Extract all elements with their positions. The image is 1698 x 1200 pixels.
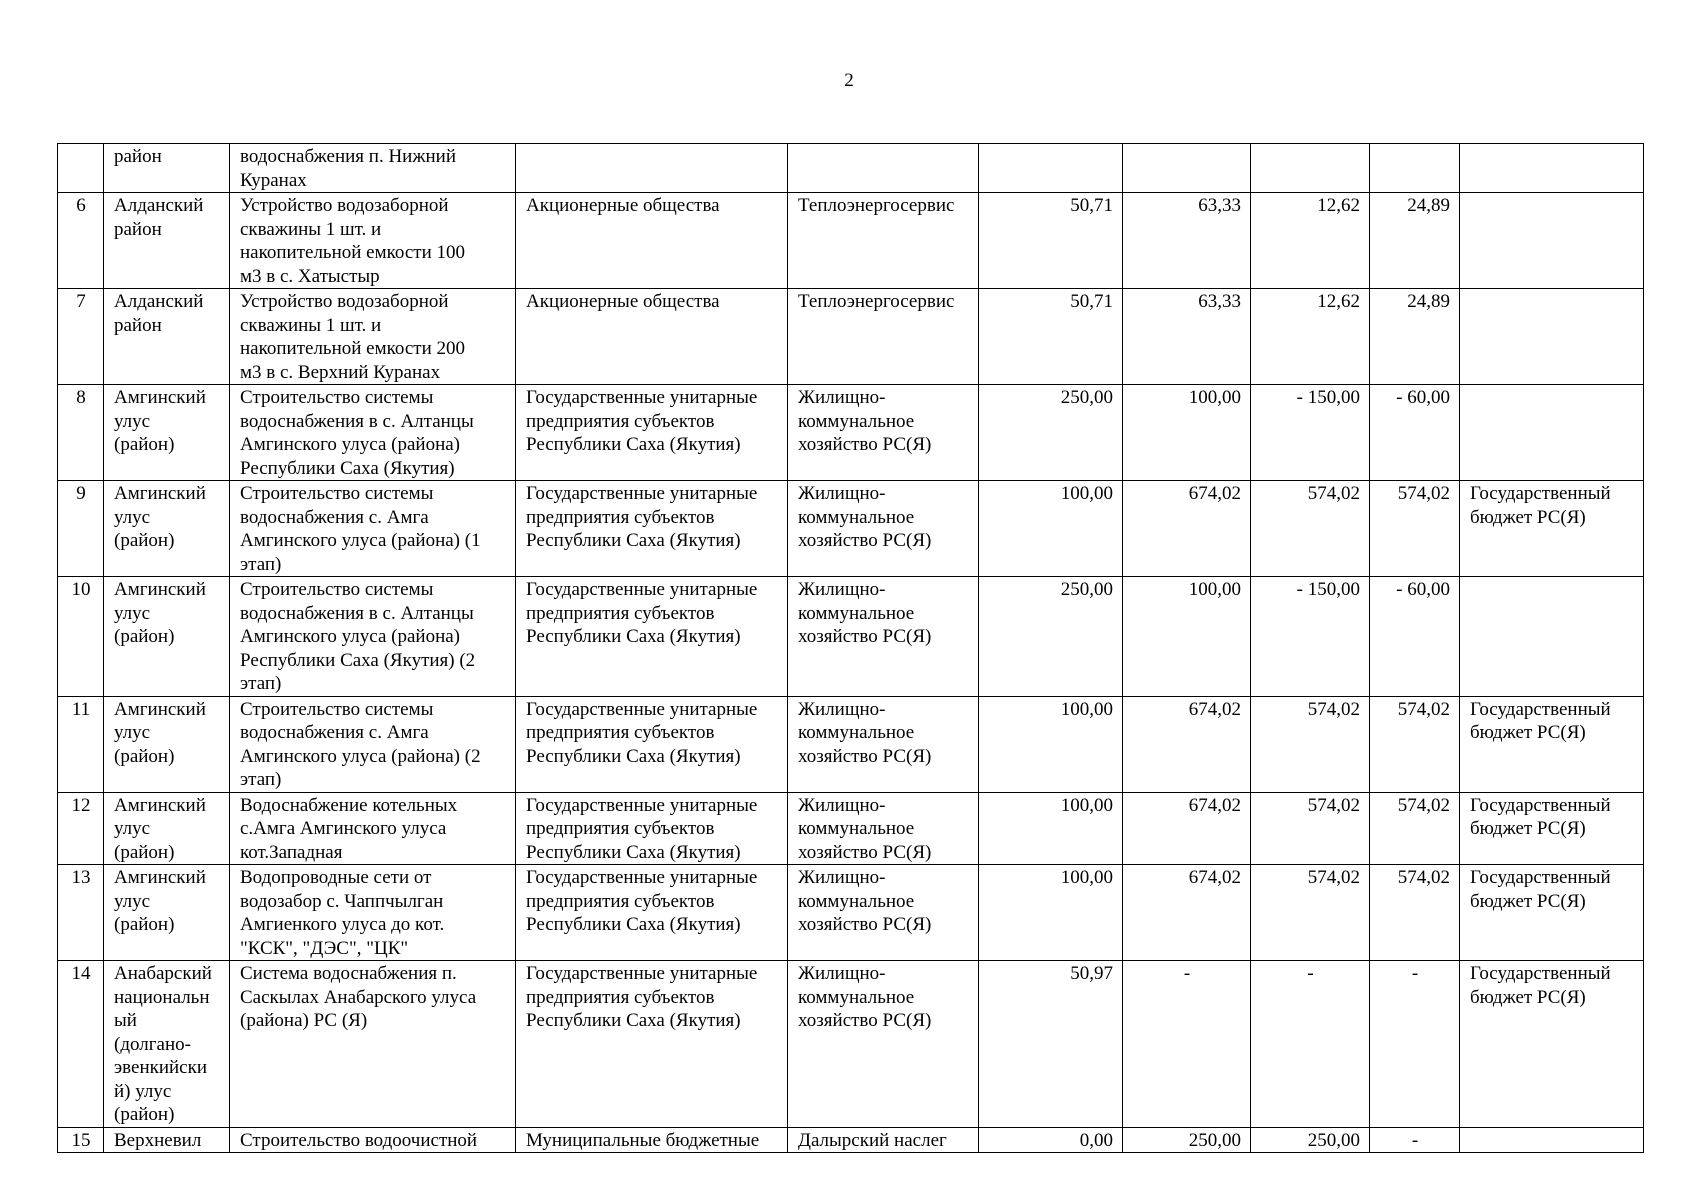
cell-value-2-text: 63,33: [1198, 291, 1241, 312]
cell-value-3: [1251, 481, 1370, 577]
cell-number-text: 15: [71, 1129, 91, 1151]
cell-district-text: Алданский район: [114, 291, 204, 336]
cell-value-1-text: 50,71: [1070, 195, 1113, 216]
cell-organization: [788, 193, 979, 289]
cell-organization-text: Жилищно- коммунальное хозяйство РС(Я): [798, 963, 932, 1031]
cell-project-text: Строительство системы водоснабжения в с. Алтанцы Амгинского улуса (района) Республики Саха (Якутия): [240, 387, 474, 479]
cell-organization: [788, 1127, 979, 1153]
cell-value-3-text: 12,62: [1317, 291, 1360, 312]
cell-project-text: Устройство водозаборной скважины 1 шт. и накопительной емкости 100 м3 в с. Хатыстыр: [240, 195, 466, 287]
cell-project-text: Водопроводные сети от водозабор с. Чаппчылган Амгиенкого улуса до кот. "КСК", "ДЭС", "ЦК": [240, 867, 445, 959]
cell-value-2: [1123, 1127, 1251, 1153]
cell-value-4-text: - 60,00: [1396, 387, 1450, 408]
cell-organization-text: Теплоэнергосервис: [798, 195, 955, 216]
cell-district: [104, 144, 230, 193]
cell-value-2: [1123, 481, 1251, 577]
cell-org-type-text: Государственные унитарные предприятия субъектов Республики Саха (Якутия): [526, 483, 758, 551]
cell-project: [230, 577, 516, 697]
cell-value-2-text: 250,00: [1188, 1129, 1241, 1151]
cell-value-1-text: 100,00: [1060, 794, 1113, 816]
cell-number-text: 11: [71, 698, 91, 720]
cell-number: [58, 792, 104, 865]
cell-value-3: [1251, 289, 1370, 385]
cell-organization-text: Жилищно- коммунальное хозяйство РС(Я): [798, 867, 932, 935]
cell-value-1-text: 50,97: [1070, 963, 1113, 984]
cell-number-text: 6: [76, 195, 86, 216]
cell-project: [230, 385, 516, 481]
cell-district-text: Амгинский улус (район): [114, 387, 206, 455]
table-row: [58, 961, 1644, 1128]
cell-value-4-text: 24,89: [1407, 195, 1450, 216]
cell-funding-source: [1460, 1127, 1644, 1153]
cell-number: [58, 289, 104, 385]
cell-value-4: [1370, 385, 1460, 481]
cell-district-text: Анабарский национальн ый (долгано- эвенкийски й) улус (район): [114, 963, 212, 1125]
table-row: [58, 696, 1644, 792]
cell-number-text: 13: [71, 867, 91, 888]
cell-org-type-text: Муниципальные бюджетные: [526, 1129, 760, 1151]
cell-district-text: Амгинский улус (район): [114, 698, 206, 767]
cell-value-1: [979, 289, 1123, 385]
cell-value-1: [979, 696, 1123, 792]
cell-value-3-text: 574,02: [1307, 794, 1360, 816]
cell-project-text: Система водоснабжения п. Саскылах Анабарского улуса (района) РС (Я): [240, 963, 477, 1031]
cell-district: [104, 193, 230, 289]
cell-value-4-text: 574,02: [1397, 794, 1450, 816]
cell-value-3: [1251, 193, 1370, 289]
cell-value-4: [1370, 961, 1460, 1128]
cell-funding-source: [1460, 696, 1644, 792]
cell-funding-source: [1460, 865, 1644, 961]
cell-project-text: Устройство водозаборной скважины 1 шт. и накопительной емкости 200 м3 в с. Верхний Куранах: [240, 291, 466, 383]
cell-value-4-text: -: [1411, 963, 1419, 984]
cell-value-4: [1370, 481, 1460, 577]
cell-funding-source: [1460, 144, 1644, 193]
table-row: [58, 865, 1644, 961]
cell-funding-source-text: Государственный бюджет РС(Я): [1470, 963, 1611, 1008]
cell-value-1-text: 100,00: [1060, 698, 1113, 720]
cell-value-1-text: 50,71: [1070, 291, 1113, 312]
cell-value-3: [1251, 385, 1370, 481]
cell-value-3: [1251, 792, 1370, 865]
cell-number-text: 7: [76, 291, 86, 312]
cell-value-3-text: 574,02: [1307, 867, 1360, 888]
cell-value-4: [1370, 577, 1460, 697]
cell-value-2-text: 100,00: [1188, 387, 1241, 408]
cell-funding-source-text: Государственный бюджет РС(Я): [1470, 483, 1611, 528]
cell-number: [58, 577, 104, 697]
cell-project: [230, 1127, 516, 1153]
cell-org-type: [516, 144, 788, 193]
cell-district: [104, 865, 230, 961]
cell-value-1-text: 0,00: [1079, 1129, 1113, 1151]
cell-number: [58, 961, 104, 1128]
cell-value-1: [979, 144, 1123, 193]
cell-organization: [788, 385, 979, 481]
cell-district: [104, 481, 230, 577]
cell-org-type: [516, 577, 788, 697]
cell-funding-source: [1460, 961, 1644, 1128]
cell-org-type-text: Государственные унитарные предприятия субъектов Республики Саха (Якутия): [526, 963, 758, 1031]
cell-funding-source: [1460, 385, 1644, 481]
cell-value-3: [1251, 1127, 1370, 1153]
cell-project-text: водоснабжения п. Нижний Куранах: [240, 146, 456, 191]
cell-value-2: [1123, 961, 1251, 1128]
table-row: [58, 289, 1644, 385]
cell-value-4: [1370, 144, 1460, 193]
cell-value-1-text: 250,00: [1060, 579, 1113, 600]
cell-value-4-text: - 60,00: [1396, 579, 1450, 600]
cell-funding-source-text: Государственный бюджет РС(Я): [1470, 794, 1611, 839]
cell-value-1-text: 100,00: [1060, 483, 1113, 504]
cell-number-text: 14: [71, 963, 91, 984]
cell-org-type: [516, 385, 788, 481]
cell-value-4: [1370, 865, 1460, 961]
cell-project: [230, 865, 516, 961]
cell-value-2: [1123, 865, 1251, 961]
cell-number: [58, 144, 104, 193]
cell-organization: [788, 577, 979, 697]
cell-project: [230, 696, 516, 792]
cell-org-type-text: Государственные унитарные предприятия субъектов Республики Саха (Якутия): [526, 794, 758, 863]
cell-value-4: [1370, 289, 1460, 385]
cell-district-text: Амгинский улус (район): [114, 867, 206, 935]
cell-value-3: [1251, 865, 1370, 961]
cell-organization: [788, 865, 979, 961]
cell-value-3-text: 12,62: [1317, 195, 1360, 216]
table-body: [58, 144, 1644, 1153]
cell-project-text: Строительство системы водоснабжения в с. Алтанцы Амгинского улуса (района) Республики Саха (Якутия) (2 этап): [240, 579, 476, 694]
cell-project-text: Строительство системы водоснабжения с. Амга Амгинского улуса (района) (1 этап): [240, 483, 481, 575]
cell-organization-text: Жилищно- коммунальное хозяйство РС(Я): [798, 698, 932, 767]
cell-value-1-text: 250,00: [1060, 387, 1113, 408]
table-row: [58, 144, 1644, 193]
cell-value-3-text: - 150,00: [1296, 579, 1360, 600]
cell-org-type: [516, 289, 788, 385]
cell-value-4: [1370, 696, 1460, 792]
cell-org-type-text: Государственные унитарные предприятия субъектов Республики Саха (Якутия): [526, 867, 758, 935]
cell-number: [58, 385, 104, 481]
cell-district-text: Амгинский улус (район): [114, 483, 206, 551]
cell-value-2: [1123, 792, 1251, 865]
cell-value-2-text: 674,02: [1188, 794, 1241, 816]
table-row: [58, 792, 1644, 865]
cell-value-1-text: 100,00: [1060, 867, 1113, 888]
cell-value-2: [1123, 696, 1251, 792]
cell-value-3: [1251, 577, 1370, 697]
cell-organization: [788, 144, 979, 193]
cell-value-2-text: -: [1183, 963, 1191, 984]
cell-funding-source: [1460, 289, 1644, 385]
cell-project-text: Строительство водоочистной: [240, 1129, 478, 1151]
cell-value-2-text: 63,33: [1198, 195, 1241, 216]
cell-value-2: [1123, 144, 1251, 193]
cell-funding-source-text: Государственный бюджет РС(Я): [1470, 698, 1611, 743]
cell-value-3: [1251, 696, 1370, 792]
cell-funding-source: [1460, 792, 1644, 865]
cell-district-text: район: [114, 146, 162, 167]
cell-value-3-text: 574,02: [1307, 483, 1360, 504]
cell-value-2-text: 674,02: [1188, 867, 1241, 888]
cell-number: [58, 696, 104, 792]
cell-org-type: [516, 696, 788, 792]
cell-district: [104, 289, 230, 385]
cell-value-2: [1123, 577, 1251, 697]
cell-district: [104, 696, 230, 792]
cell-funding-source: [1460, 577, 1644, 697]
cell-project: [230, 144, 516, 193]
cell-organization-text: Жилищно- коммунальное хозяйство РС(Я): [798, 579, 932, 647]
cell-project: [230, 961, 516, 1128]
cell-value-2: [1123, 289, 1251, 385]
cell-value-1: [979, 792, 1123, 865]
cell-organization-text: Жилищно- коммунальное хозяйство РС(Я): [798, 387, 932, 455]
cell-number-text: 12: [71, 794, 91, 816]
cell-district: [104, 577, 230, 697]
data-table: [57, 143, 1644, 1153]
table-row: [58, 193, 1644, 289]
cell-project-text: Водоснабжение котельных с.Амга Амгинского улуса кот.Западная: [240, 794, 458, 863]
table-row: [58, 385, 1644, 481]
cell-organization: [788, 289, 979, 385]
cell-number-text: 9: [76, 483, 86, 504]
cell-value-4-text: 574,02: [1397, 698, 1450, 720]
cell-project: [230, 481, 516, 577]
cell-value-4-text: 574,02: [1397, 483, 1450, 504]
cell-organization-text: Далырский наслег: [798, 1129, 947, 1151]
cell-org-type-text: Акционерные общества: [526, 195, 720, 216]
cell-district: [104, 385, 230, 481]
cell-value-3: [1251, 961, 1370, 1128]
cell-organization-text: Жилищно- коммунальное хозяйство РС(Я): [798, 794, 932, 863]
cell-value-3-text: 250,00: [1307, 1129, 1360, 1151]
cell-org-type-text: Акционерные общества: [526, 291, 720, 312]
cell-project: [230, 792, 516, 865]
cell-district-text: Амгинский улус (район): [114, 794, 206, 863]
cell-district: [104, 792, 230, 865]
cell-number: [58, 481, 104, 577]
table-row: [58, 481, 1644, 577]
cell-project: [230, 289, 516, 385]
cell-number: [58, 1127, 104, 1153]
cell-organization: [788, 481, 979, 577]
cell-value-4: [1370, 1127, 1460, 1153]
cell-value-1: [979, 193, 1123, 289]
cell-org-type: [516, 865, 788, 961]
cell-number: [58, 865, 104, 961]
cell-organization: [788, 792, 979, 865]
cell-value-2-text: 674,02: [1188, 483, 1241, 504]
cell-project-text: Строительство системы водоснабжения с. Амга Амгинского улуса (района) (2 этап): [240, 698, 481, 790]
table-row: [58, 1127, 1644, 1153]
cell-org-type-text: Государственные унитарные предприятия субъектов Республики Саха (Якутия): [526, 579, 758, 647]
cell-value-4: [1370, 193, 1460, 289]
cell-number-text: 8: [76, 387, 86, 408]
cell-funding-source: [1460, 481, 1644, 577]
cell-district-text: Верхневил: [114, 1129, 202, 1151]
cell-funding-source: [1460, 193, 1644, 289]
cell-org-type-text: Государственные унитарные предприятия субъектов Республики Саха (Якутия): [526, 698, 758, 767]
cell-value-2: [1123, 385, 1251, 481]
cell-value-3-text: 574,02: [1307, 698, 1360, 720]
cell-organization-text: Теплоэнергосервис: [798, 291, 955, 312]
cell-value-1: [979, 481, 1123, 577]
cell-value-2-text: 100,00: [1188, 579, 1241, 600]
cell-org-type-text: Государственные унитарные предприятия субъектов Республики Саха (Якутия): [526, 387, 758, 455]
cell-value-1: [979, 577, 1123, 697]
cell-value-3-text: -: [1307, 963, 1314, 984]
cell-organization: [788, 696, 979, 792]
cell-org-type: [516, 481, 788, 577]
cell-org-type: [516, 1127, 788, 1153]
cell-value-4-text: 574,02: [1397, 867, 1450, 888]
cell-value-4-text: -: [1411, 1129, 1419, 1151]
cell-project: [230, 193, 516, 289]
cell-value-1: [979, 865, 1123, 961]
cell-value-3-text: - 150,00: [1296, 387, 1360, 408]
cell-organization: [788, 961, 979, 1128]
cell-value-4-text: 24,89: [1407, 291, 1450, 312]
cell-number-text: 10: [71, 579, 91, 600]
cell-district: [104, 961, 230, 1128]
cell-value-1: [979, 1127, 1123, 1153]
cell-org-type: [516, 193, 788, 289]
cell-district-text: Амгинский улус (район): [114, 579, 206, 647]
cell-value-3: [1251, 144, 1370, 193]
cell-value-2: [1123, 193, 1251, 289]
cell-org-type: [516, 961, 788, 1128]
cell-value-1: [979, 385, 1123, 481]
cell-value-4: [1370, 792, 1460, 865]
cell-number: [58, 193, 104, 289]
cell-org-type: [516, 792, 788, 865]
cell-funding-source-text: Государственный бюджет РС(Я): [1470, 867, 1611, 912]
cell-value-1: [979, 961, 1123, 1128]
table-row: [58, 577, 1644, 697]
cell-district-text: Алданский район: [114, 195, 204, 240]
cell-organization-text: Жилищно- коммунальное хозяйство РС(Я): [798, 483, 932, 551]
page-number: 2: [844, 70, 854, 91]
cell-district: [104, 1127, 230, 1153]
cell-value-2-text: 674,02: [1188, 698, 1241, 720]
